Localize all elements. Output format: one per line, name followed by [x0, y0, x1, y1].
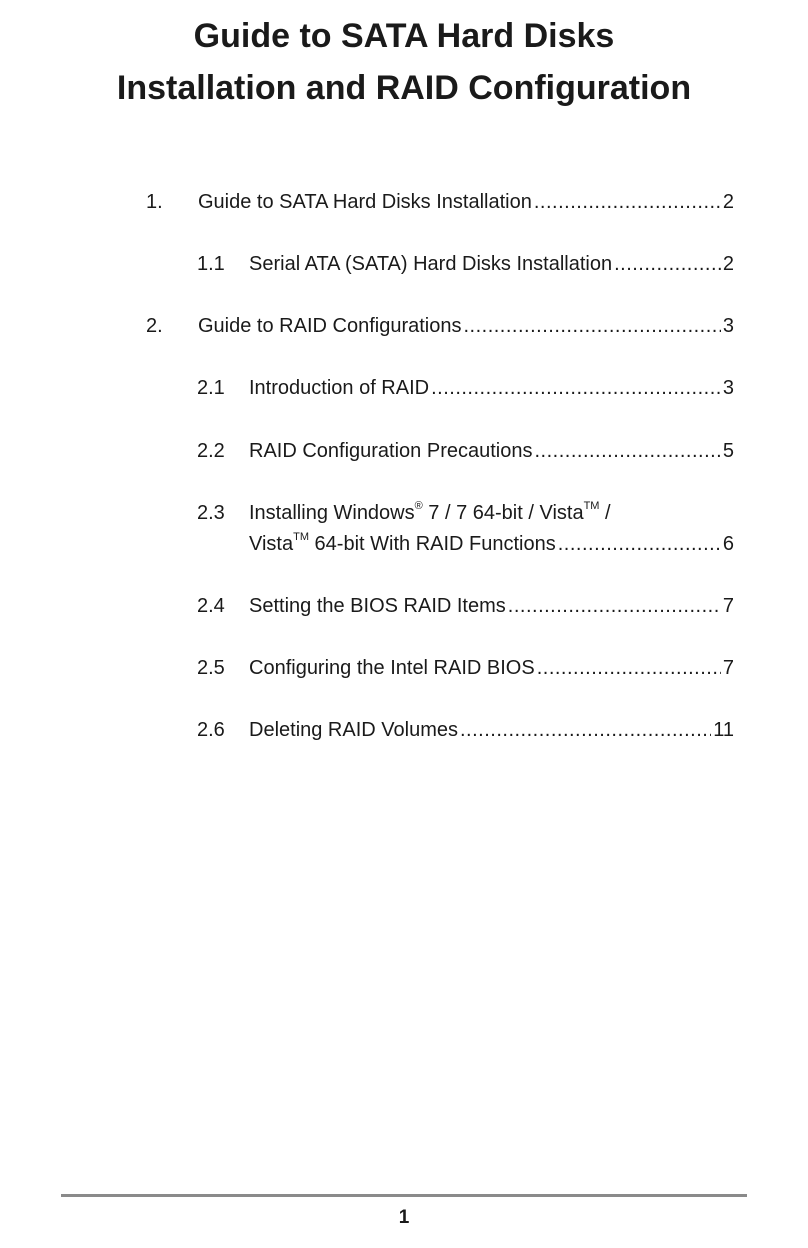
dot-leader — [431, 375, 721, 401]
dot-leader — [558, 531, 721, 557]
toc-title-text: 64-bit With RAID Functions — [309, 533, 556, 555]
toc-entry-1[interactable] — [146, 189, 734, 215]
toc-entry-content — [198, 313, 734, 339]
page-number: 1 — [398, 1207, 410, 1228]
toc-page-number: 3 — [722, 377, 734, 399]
toc-entry-content — [249, 375, 734, 401]
toc-title: Configuring the Intel RAID BIOS — [249, 657, 535, 679]
toc-entry-2-2[interactable] — [197, 438, 734, 464]
toc-entry-2-3-line2 — [249, 531, 734, 557]
toc-title: Guide to RAID Configurations — [198, 315, 462, 337]
toc-number: 2.2 — [197, 440, 225, 462]
dot-leader — [614, 251, 721, 277]
registered-mark: ® — [414, 500, 423, 513]
toc-title: Setting the BIOS RAID Items — [249, 595, 506, 617]
toc-title: RAID Configuration Precautions — [249, 440, 533, 462]
toc-page-number: 6 — [722, 533, 734, 555]
toc-title: Introduction of RAID — [249, 377, 430, 399]
toc-entry-content — [249, 531, 734, 557]
document-title-line1: Guide to SATA Hard Disks — [193, 17, 615, 55]
toc-page-number: 2 — [722, 191, 734, 213]
dot-leader — [534, 189, 721, 215]
toc-entry-1-1[interactable] — [197, 251, 734, 277]
toc-entry-content — [249, 593, 734, 619]
toc-entry-content — [249, 655, 734, 681]
trademark-mark: TM — [293, 531, 309, 544]
toc-title: Serial ATA (SATA) Hard Disks Installation — [249, 253, 613, 275]
toc-number: 1. — [146, 191, 163, 213]
document-title-line2: Installation and RAID Configuration — [116, 69, 692, 107]
dot-leader — [508, 593, 721, 619]
toc-number: 1.1 — [197, 253, 225, 275]
toc-entry-content — [249, 251, 734, 277]
dot-leader — [537, 655, 721, 681]
dot-leader — [463, 313, 720, 339]
toc-number: 2.4 — [197, 595, 225, 617]
toc-number: 2. — [146, 315, 163, 337]
toc-title-text: Installing Windows — [249, 502, 415, 524]
dot-leader — [534, 438, 720, 464]
toc-page-number: 5 — [722, 440, 734, 462]
toc-title-text: 7 / 7 64-bit / Vista — [422, 502, 584, 524]
toc-entry-2-1[interactable] — [197, 375, 734, 401]
toc-title-text: Vista — [249, 533, 294, 555]
toc-title: Guide to SATA Hard Disks Installation — [198, 191, 532, 213]
toc-page-number: 3 — [722, 315, 734, 337]
toc-title-line2 — [249, 531, 556, 557]
toc-entry-content — [249, 438, 734, 464]
toc-page-number: 11 — [713, 719, 734, 741]
toc-number: 2.5 — [197, 657, 225, 679]
toc-number: 2.1 — [197, 377, 225, 399]
toc-number: 2.3 — [197, 502, 225, 524]
toc-number: 2.6 — [197, 719, 225, 741]
toc-entry-2-5[interactable] — [197, 655, 734, 681]
toc-entry-content — [198, 189, 734, 215]
toc-page-number: 7 — [722, 595, 734, 617]
toc-page-number: 2 — [722, 253, 734, 275]
toc-page-number: 7 — [722, 657, 734, 679]
trademark-mark: TM — [583, 500, 600, 513]
toc-entry-2-4[interactable] — [197, 593, 734, 619]
toc-title-text: / — [599, 502, 611, 524]
footer-divider — [61, 1194, 747, 1197]
toc-entry-2[interactable] — [146, 313, 734, 339]
toc-title: Deleting RAID Volumes — [249, 719, 458, 741]
dot-leader — [460, 717, 711, 743]
toc-title-line1 — [249, 500, 611, 526]
toc-entry-2-6[interactable] — [197, 717, 734, 743]
toc-entry-content — [249, 717, 734, 743]
